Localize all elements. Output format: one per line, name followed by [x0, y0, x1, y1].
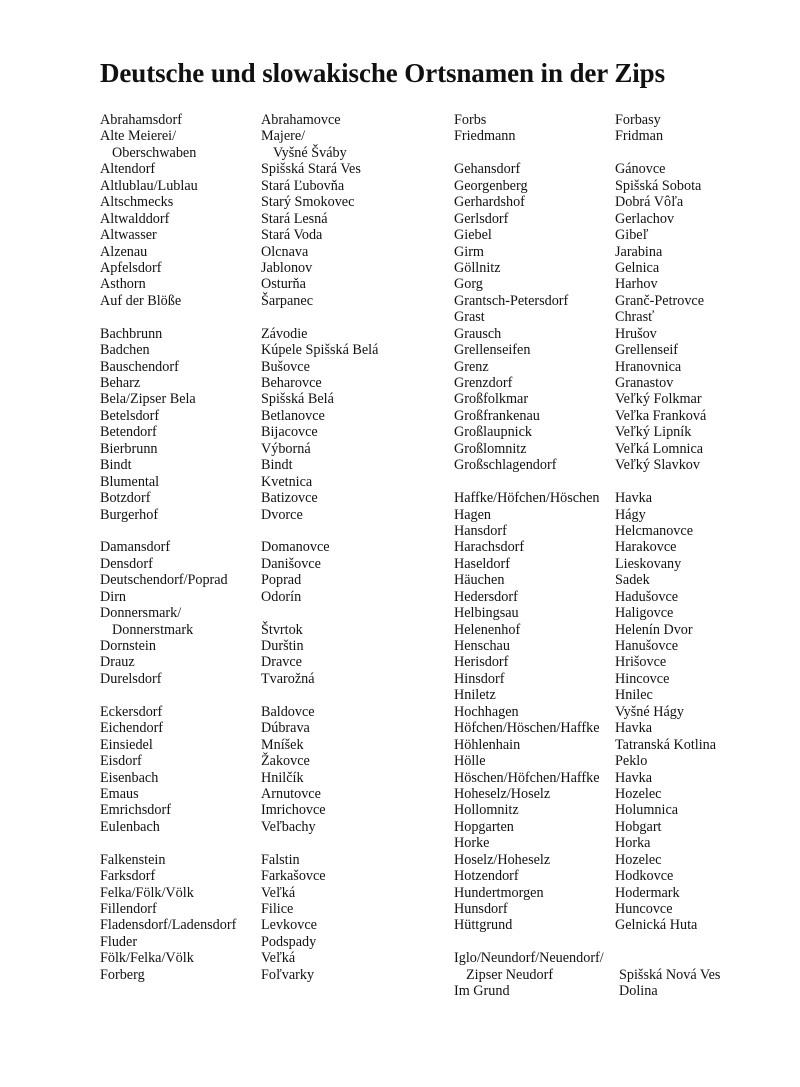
- place-name: Donnerstmark: [112, 621, 194, 638]
- place-name: Hüttgrund: [454, 917, 513, 934]
- place-name: Veľký Folkmar: [615, 391, 702, 408]
- page-title: Deutsche und slowakische Ortsnamen in der Zips: [100, 58, 665, 88]
- place-name: Grausch: [454, 325, 502, 342]
- place-name: Veľbachy: [261, 818, 316, 835]
- place-name: Chrasť: [615, 309, 655, 326]
- place-name: Batizovce: [261, 490, 318, 507]
- place-name: Helcmanovce: [615, 522, 693, 539]
- place-name: Majere/: [261, 128, 306, 145]
- place-name: Höfchen/Höschen/Haffke: [454, 720, 600, 737]
- place-name: Altwasser: [100, 227, 157, 244]
- place-name: Filice: [261, 901, 294, 917]
- place-name: Burgerhof: [100, 506, 159, 523]
- place-name: Sadek: [615, 572, 650, 589]
- place-name: [261, 605, 378, 621]
- place-name: Durelsdorf: [100, 670, 162, 687]
- place-name: Hranovnica: [615, 358, 682, 375]
- place-name: Osturňa: [261, 276, 306, 293]
- place-name: Altschmecks: [100, 194, 174, 211]
- place-name: Helbingsau: [454, 605, 519, 622]
- place-name: Hölle: [454, 753, 486, 770]
- place-name: Gerhardshof: [454, 194, 525, 211]
- place-name: Veľký Slavkov: [615, 457, 700, 474]
- place-name: Jablonov: [261, 259, 313, 276]
- place-name: Veľký Lipník: [615, 424, 692, 441]
- place-name: Gánovce: [615, 161, 666, 178]
- place-name: Dornstein: [100, 638, 156, 654]
- place-name: Grantsch-Petersdorf: [454, 292, 569, 309]
- place-name: Bindt: [261, 457, 293, 474]
- place-name: Bachbrunn: [100, 325, 163, 342]
- place-name: Harachsdorf: [454, 539, 525, 556]
- place-name: Durštin: [261, 638, 304, 654]
- place-name: Hochhagen: [454, 703, 519, 720]
- place-name: Spišská Belá: [261, 391, 334, 408]
- place-name: Gehansdorf: [454, 161, 521, 178]
- place-name: [100, 523, 236, 539]
- place-name: Botzdorf: [100, 490, 151, 507]
- place-name: Hozelec: [615, 851, 662, 868]
- place-name: Baldovce: [261, 703, 315, 720]
- place-name: Grenzdorf: [454, 375, 513, 391]
- place-name: Großfrankenau: [454, 407, 540, 424]
- place-name: [261, 523, 378, 539]
- place-name: Harakovce: [615, 539, 677, 556]
- place-name: Veľka Franková: [615, 407, 707, 424]
- place-name: Großfolkmar: [454, 391, 529, 408]
- right-slovak-column: [615, 112, 720, 1000]
- place-name: Kúpele Spišská Belá: [261, 342, 379, 359]
- place-name: Betelsdorf: [100, 407, 160, 424]
- place-name: Hinsdorf: [454, 670, 505, 687]
- place-name: Hundertmorgen: [454, 884, 544, 901]
- place-name: Bindt: [100, 457, 132, 474]
- place-name: Vyšné Hágy: [615, 703, 684, 720]
- place-name: Havka: [615, 769, 653, 786]
- place-name: Štvrtok: [261, 621, 303, 638]
- place-name: Granastov: [615, 375, 674, 391]
- place-name: Starý Smokovec: [261, 194, 355, 211]
- place-name: Falstin: [261, 851, 300, 868]
- place-name: Drauz: [100, 654, 135, 671]
- place-name: Alzenau: [100, 243, 148, 260]
- place-name: Hrišovce: [615, 654, 667, 671]
- place-name: Bauschendorf: [100, 358, 179, 375]
- place-name: Závodie: [261, 325, 308, 342]
- place-name: [100, 309, 236, 325]
- place-name: Grellenseifen: [454, 342, 531, 359]
- place-name: Falkenstein: [100, 851, 166, 868]
- place-name: Blumental: [100, 473, 160, 490]
- place-name: Podspady: [261, 933, 317, 950]
- place-name: Tvarožná: [261, 670, 315, 687]
- place-name: Hedersdorf: [454, 588, 518, 605]
- place-name: Herisdorf: [454, 654, 509, 671]
- place-name: Eulenbach: [100, 818, 160, 835]
- place-name: Dirn: [100, 588, 127, 605]
- place-name: Bijacovce: [261, 424, 318, 441]
- place-name: Fillendorf: [100, 901, 157, 917]
- place-name: Domanovce: [261, 539, 330, 556]
- place-name: Beharz: [100, 375, 141, 391]
- place-name: Farkašovce: [261, 868, 326, 885]
- place-name: Apfelsdorf: [100, 259, 162, 276]
- place-name: Forbasy: [615, 112, 661, 128]
- place-name: Dobrá Vôľa: [615, 194, 684, 211]
- place-name: Hnilec: [615, 687, 653, 704]
- place-name: Šarpanec: [261, 292, 313, 309]
- place-name: Hozelec: [615, 785, 662, 802]
- place-name: Hotzendorf: [454, 868, 519, 885]
- place-name: Hoheselz/Hoselz: [454, 785, 551, 802]
- place-name: Haseldorf: [454, 555, 510, 572]
- place-name: Hnilčík: [261, 769, 304, 786]
- place-name: [615, 950, 720, 966]
- place-name: Hansdorf: [454, 522, 507, 539]
- place-name: Bierbrunn: [100, 440, 158, 457]
- left-slovak-column: [261, 112, 378, 983]
- place-name: Grast: [454, 309, 485, 326]
- place-name: Beharovce: [261, 375, 322, 391]
- place-name: Fölk/Felka/Völk: [100, 950, 194, 967]
- place-name: Gorg: [454, 276, 483, 293]
- place-name: Dravce: [261, 654, 302, 671]
- place-name: Stará Lesná: [261, 210, 328, 227]
- place-name: Vyšné Šváby: [273, 144, 347, 161]
- place-name: Altendorf: [100, 161, 156, 178]
- place-name: Auf der Blöße: [100, 292, 182, 309]
- place-name: Dolina: [619, 983, 658, 1000]
- place-name: Altlublau/Lublau: [100, 177, 198, 194]
- place-name: Asthorn: [100, 276, 146, 293]
- place-name: Hanušovce: [615, 638, 679, 654]
- place-name: Imrichovce: [261, 802, 326, 819]
- place-name: Häuchen: [454, 572, 505, 589]
- place-name: Hagen: [454, 506, 492, 523]
- place-name: [615, 934, 720, 950]
- place-name: Oberschwaben: [112, 144, 197, 161]
- place-name: Betlanovce: [261, 407, 325, 424]
- place-name: Girm: [454, 243, 484, 260]
- place-name: Altwalddorf: [100, 210, 170, 227]
- place-name: Stará Ľubovňa: [261, 177, 345, 194]
- place-name: Veľká Lomnica: [615, 440, 704, 457]
- place-name: Spišská Sobota: [615, 177, 702, 194]
- place-name: Grenz: [454, 358, 489, 375]
- place-name: Výborná: [261, 440, 311, 457]
- place-name: [615, 474, 720, 490]
- place-name: Fladensdorf/Ladensdorf: [100, 917, 237, 934]
- place-name: Odorín: [261, 588, 302, 605]
- place-name: Gerlachov: [615, 210, 675, 227]
- place-name: Eichendorf: [100, 720, 164, 737]
- place-name: [615, 145, 720, 161]
- place-name: Hincovce: [615, 670, 670, 687]
- place-name: Gelnická Huta: [615, 917, 698, 934]
- place-name: Huncovce: [615, 901, 673, 917]
- place-name: Friedmann: [454, 128, 516, 145]
- place-name: [454, 145, 604, 161]
- place-name: Jarabina: [615, 243, 663, 260]
- place-name: [261, 835, 378, 851]
- place-name: [261, 687, 378, 703]
- place-name: Deutschendorf/Poprad: [100, 572, 228, 589]
- place-name: Veľká: [261, 950, 296, 967]
- left-german-column: [100, 112, 236, 983]
- place-name: Granč-Petrovce: [615, 292, 705, 309]
- place-name: Georgenberg: [454, 177, 528, 194]
- place-name: Göllnitz: [454, 259, 501, 276]
- place-name: Höhlenhain: [454, 736, 521, 753]
- place-name: Žakovce: [261, 753, 310, 770]
- place-name: Großlaupnick: [454, 424, 533, 441]
- place-name: Spišská Nová Ves: [619, 966, 721, 983]
- place-name: Dvorce: [261, 506, 303, 523]
- place-name: [454, 934, 604, 950]
- place-name: Eisdorf: [100, 753, 142, 770]
- place-name: Densdorf: [100, 555, 153, 572]
- place-name: Helenenhof: [454, 621, 521, 638]
- place-name: Foľvarky: [261, 966, 315, 983]
- place-name: Horke: [454, 835, 490, 852]
- place-name: Horka: [615, 835, 651, 852]
- place-name: Lieskovany: [615, 555, 682, 572]
- place-name: Spišská Stará Ves: [261, 161, 361, 178]
- place-name: Badchen: [100, 342, 150, 359]
- place-name: Tatranská Kotlina: [615, 736, 717, 753]
- place-name: Fridman: [615, 128, 664, 145]
- place-name: Dúbrava: [261, 720, 310, 737]
- place-name: Hodkovce: [615, 868, 674, 885]
- place-name: Iglo/Neundorf/Neuendorf/: [454, 950, 604, 967]
- place-name: Fluder: [100, 933, 138, 950]
- place-name: Felka/Fölk/Völk: [100, 884, 194, 901]
- place-name: Im Grund: [454, 983, 510, 1000]
- place-name: Mníšek: [261, 736, 304, 753]
- place-name: Havka: [615, 490, 653, 507]
- place-name: Holumnica: [615, 802, 679, 819]
- place-name: Hniletz: [454, 687, 496, 704]
- place-name: [454, 474, 604, 490]
- place-name: Großlomnitz: [454, 440, 527, 457]
- place-name: Bela/Zipser Bela: [100, 391, 196, 408]
- place-name: Hadušovce: [615, 588, 679, 605]
- place-name: Kvetnica: [261, 473, 313, 490]
- place-name: Veľká: [261, 884, 296, 901]
- place-name: Damansdorf: [100, 539, 171, 556]
- place-name: Hunsdorf: [454, 901, 508, 917]
- place-name: Hobgart: [615, 818, 662, 835]
- place-name: Haligovce: [615, 605, 674, 622]
- place-name: Harhov: [615, 276, 658, 293]
- place-name: Hágy: [615, 506, 646, 523]
- place-name: Hodermark: [615, 884, 680, 901]
- place-name: Poprad: [261, 572, 302, 589]
- place-name: Olcnava: [261, 243, 309, 260]
- place-name: Giebel: [454, 227, 492, 244]
- place-name: [261, 309, 378, 325]
- place-name: Forbs: [454, 112, 487, 128]
- place-name: Bušovce: [261, 358, 310, 375]
- place-name: Helenín Dvor: [615, 621, 693, 638]
- place-name: Levkovce: [261, 917, 317, 934]
- place-name: Abrahamsdorf: [100, 112, 182, 128]
- place-name: Gibeľ: [615, 227, 649, 244]
- place-name: Danišovce: [261, 555, 321, 572]
- place-name: Hollomnitz: [454, 802, 519, 819]
- place-name: Höschen/Höfchen/Haffke: [454, 769, 600, 786]
- place-name: Gelnica: [615, 259, 660, 276]
- place-name: Arnutovce: [261, 785, 321, 802]
- place-name: Eckersdorf: [100, 703, 163, 720]
- place-name: Haffke/Höfchen/Höschen: [454, 490, 600, 507]
- place-name: Hopgarten: [454, 818, 514, 835]
- place-name: Peklo: [615, 753, 648, 770]
- place-name: [100, 687, 236, 703]
- place-name: Emrichsdorf: [100, 802, 171, 819]
- place-name: Abrahamovce: [261, 112, 341, 128]
- place-name: Großschlagendorf: [454, 457, 557, 474]
- place-name: Grellenseif: [615, 342, 679, 359]
- place-name: Hrušov: [615, 325, 657, 342]
- place-name: Stará Voda: [261, 227, 323, 244]
- place-name: [100, 835, 236, 851]
- right-german-column: [454, 112, 604, 1000]
- place-name: Hoselz/Hoheselz: [454, 851, 551, 868]
- place-name: Forberg: [100, 966, 145, 983]
- place-name: Betendorf: [100, 424, 157, 441]
- place-name: Henschau: [454, 638, 510, 654]
- place-name: Einsiedel: [100, 736, 153, 753]
- place-name: Alte Meierei/: [100, 128, 177, 145]
- place-name: Donnersmark/: [100, 605, 182, 622]
- place-name: Gerlsdorf: [454, 210, 509, 227]
- place-name: Zipser Neudorf: [466, 966, 554, 983]
- place-name: Eisenbach: [100, 769, 159, 786]
- place-name: Emaus: [100, 785, 139, 802]
- place-name: Farksdorf: [100, 868, 156, 885]
- place-name: Havka: [615, 720, 653, 737]
